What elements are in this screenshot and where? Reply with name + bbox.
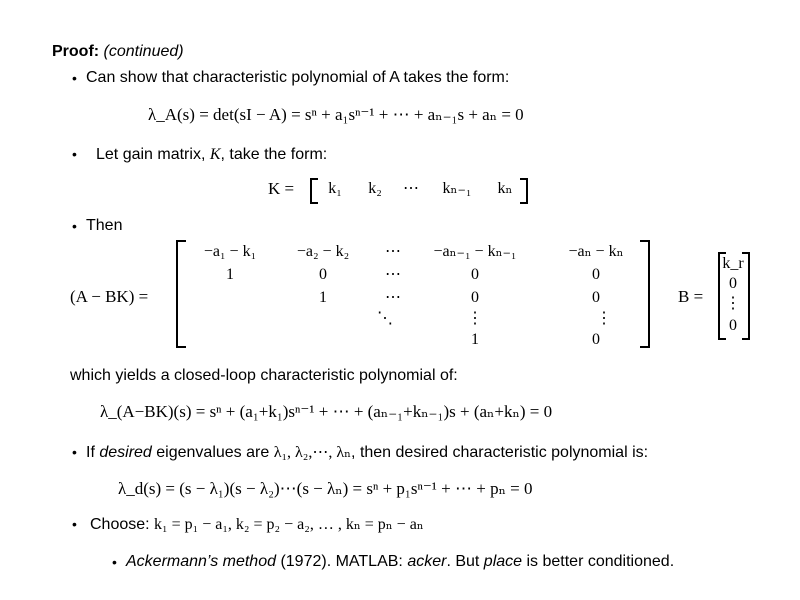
bullet-then: Then — [86, 217, 123, 234]
b-elem: k_r — [722, 255, 744, 272]
ackermann-method: Ackermann’s method — [126, 553, 276, 570]
proof-label: Proof: — [52, 43, 100, 60]
bullet-choose — [90, 514, 424, 536]
eig-list: λ₁, λ₂,⋯, λₙ — [273, 444, 352, 461]
choose-gains: k₁ = p₁ − a₁, k₂ = p₂ − a₂, … , kₙ = pₙ − aₙ — [154, 516, 424, 533]
eq-desired-poly: λ_d(s) = (s − λ₁)(s − λ₂)⋯(s − λₙ) = sⁿ + p₁sⁿ⁻¹ + ⋯ + pₙ = 0 — [118, 479, 533, 498]
k-right-bracket — [520, 178, 528, 204]
proof-heading — [52, 42, 184, 62]
abk-cell: ⋯ — [385, 243, 401, 260]
abk-cell: ⋮ — [467, 310, 483, 327]
sub-bullet-ackermann — [126, 552, 674, 572]
k-left-bracket — [310, 178, 318, 204]
place-cmd: place — [483, 553, 523, 570]
abk-cell: −a₁ − k₁ — [203, 243, 257, 260]
b-elem: ⋮ — [725, 295, 741, 312]
bullet-desired-eig — [86, 442, 648, 464]
gain-text-suffix: , take the form: — [220, 146, 328, 163]
abk-cell: 0 — [592, 289, 600, 306]
bullet-dot: • — [112, 554, 117, 570]
bullet-dot: • — [72, 218, 77, 234]
abk-lhs: (A − BK) = — [70, 287, 149, 306]
bullet-dot: • — [72, 146, 77, 162]
abk-cell: 0 — [592, 331, 600, 348]
k-elem: k₁ — [328, 180, 342, 197]
proof-continued: (continued) — [99, 43, 184, 60]
ackermann-text-2: . But — [446, 553, 484, 570]
eig-text-mid: eigenvalues are — [151, 444, 274, 461]
abk-cell: ⋯ — [385, 289, 401, 306]
ackermann-text-3: is better conditioned. — [522, 553, 675, 570]
bullet-dot: • — [72, 70, 77, 86]
k-elem: k₂ — [368, 180, 382, 197]
gain-var: K — [209, 146, 221, 163]
abk-cell: 1 — [226, 266, 234, 283]
b-elem: 0 — [729, 275, 737, 292]
eq-closed-loop-poly: λ_(A−BK)(s) = sⁿ + (a₁+k₁)sⁿ⁻¹ + ⋯ + (aₙ₋₁+kₙ₋₁)s + (aₙ+kₙ) = 0 — [100, 402, 553, 421]
abk-cell: ⋮ — [596, 310, 612, 327]
bullet-char-poly: Can show that characteristic polynomial of A takes the form: — [86, 69, 510, 86]
eq-char-poly: λ_A(s) = det(sI − A) = sⁿ + a₁sⁿ⁻¹ + ⋯ + aₙ₋₁s + aₙ = 0 — [148, 105, 524, 124]
abk-cell: −a₂ − k₂ — [296, 243, 350, 260]
eig-text-post: , then desired characteristic polynomial is: — [351, 444, 649, 461]
k-elem: ⋯ — [403, 180, 419, 197]
abk-cell: 0 — [471, 289, 479, 306]
abk-cell: ⋯ — [385, 266, 401, 283]
abk-cell: 1 — [319, 289, 327, 306]
b-lhs: B = — [678, 287, 704, 306]
closed-loop-text: which yields a closed-loop characteristic polynomial of: — [70, 367, 458, 384]
bullet-dot: • — [72, 516, 77, 532]
abk-cell: ⋱ — [377, 310, 393, 327]
abk-cell: 0 — [592, 266, 600, 283]
abk-cell: −aₙ₋₁ − kₙ₋₁ — [433, 243, 517, 260]
abk-cell: 0 — [471, 266, 479, 283]
eig-desired: desired — [99, 444, 152, 461]
b-elem: 0 — [729, 317, 737, 334]
acker-cmd: acker — [407, 553, 447, 570]
eig-text-pre: If — [86, 444, 100, 461]
bullet-dot: • — [72, 444, 77, 460]
ackermann-text-1: (1972). MATLAB: — [276, 553, 408, 570]
k-elem: kₙ — [497, 180, 513, 197]
k-elem: kₙ₋₁ — [442, 180, 472, 197]
bullet-gain-matrix — [96, 144, 327, 166]
choose-label: Choose: — [90, 516, 155, 533]
gain-text-prefix: Let gain matrix, — [96, 146, 210, 163]
abk-cell: 0 — [319, 266, 327, 283]
abk-cell: −aₙ − kₙ — [568, 243, 624, 260]
eq-gain-lhs: K = — [268, 179, 295, 198]
abk-cell: 1 — [471, 331, 479, 348]
